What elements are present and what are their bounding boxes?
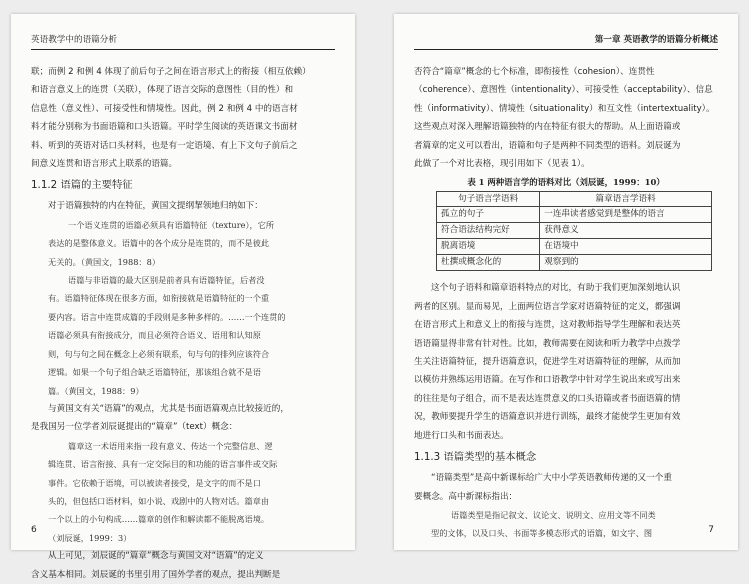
table-header-cell: 句子语言学语料 [437, 192, 540, 207]
left-page [11, 14, 355, 580]
body-line: 性（informativity）、情境性（situationality）和互文性（intertextuality）。 [414, 103, 715, 114]
table-cell: 一连串读者感觉到是整体的语言 [540, 207, 712, 223]
header-rule [414, 49, 718, 50]
body-line: “语篇类型”是高中新课标给广大中小学英语教师传递的又一个重 [431, 473, 672, 484]
table-row [437, 207, 712, 223]
section-heading: 1.1.2 语篇的主要特征 [31, 179, 133, 192]
table-row [437, 239, 712, 255]
comparison-table [436, 191, 712, 271]
body-line: 和语言意义上的连贯（关联），体现了语言交际的意图性（目的性）和 [31, 85, 294, 96]
table-header-row [437, 192, 712, 207]
quote-citation: （刘辰诞，1999：3） [48, 532, 132, 543]
body-line: 地进行口头和书面表达。 [414, 430, 509, 441]
body-line: 料才能分别称为书面语篇和口头语篇。平时学生阅读的英语课文书面材 [31, 122, 298, 133]
page-number: 6 [31, 525, 37, 535]
body-line: 从上可见，刘辰诞的“篇章”概念与黄国文对“语篇”的定义 [48, 551, 264, 562]
body-line: 者篇章的定义可以看出，语篇和句子是两种不同类型的语料。刘辰诞为 [414, 140, 681, 151]
quote-line: 篇章这一术语用来指一段有意义、传达一个完整信息、逻 [68, 440, 273, 451]
body-line: 的往往是句子组合，而不是表达连贯意义的口头语篇或者书面语篇的情 [414, 393, 681, 404]
running-header: 第一章 英语教学的语篇分析概述 [594, 35, 718, 45]
body-line: 与黄国文有关“语篇”的观点，尤其是书面语篇观点比较接近的， [48, 403, 289, 414]
quote-line: 事件。它依赖于语境，可以被读者接受，是文字的而不是口 [48, 477, 261, 488]
quote-line: 型的文体，以及口头、书面等多模态形式的语篇，如文字、图 [431, 528, 653, 539]
body-line: 两者的区别。显而易见，上面两位语言学家对语篇特征的定义，都强调 [414, 301, 681, 312]
table-cell: 孤立的句子 [437, 207, 540, 223]
quote-line: 语篇与非语篇的最大区别是前者具有语篇特征，后者没 [68, 275, 265, 286]
body-line: 要概念。高中新课标指出： [414, 491, 518, 502]
table-caption: 表 1 两种语言学的语料对比（刘辰诞，1999：10） [467, 177, 665, 188]
quote-line: 语篇必须具有衔接成分，而且必须符合语义、语用和认知原 [48, 330, 261, 341]
table-row [437, 255, 712, 271]
quote-line: 辑连贯、语言衔接、具有一定交际目的和功能的语言事件或交际 [48, 459, 278, 470]
body-line: 此做了一个对比表格，现引用如下（见表 1）。 [414, 159, 590, 170]
table-cell: 符合语法结构完好 [437, 223, 540, 239]
body-line: 含义基本相同。刘辰诞的书里引用了国外学者的观点，提出判断是 [31, 569, 281, 580]
body-line: 况，教师要提升学生的语篇意识并进行训练，最终才能使学生更加有效 [414, 412, 681, 423]
body-line: 这个句子语料和篇章语料特点的对比，有助于我们更加深刻地认识 [431, 283, 681, 294]
quote-line: 语篇类型是指记叙文、议论文、说明文、应用文等不同类 [451, 509, 656, 520]
header-rule [31, 49, 335, 50]
section-heading: 1.1.3 语篇类型的基本概念 [414, 451, 537, 464]
running-header: 英语教学中的语篇分析 [31, 35, 117, 45]
table-row [437, 223, 712, 239]
body-line: 生关注语篇特征，提升语篇意识，促进学生对语篇特征的理解，从而加 [414, 357, 681, 368]
body-line: 信息性（意义性）、可接受性和情境性。因此，例 2 和例 4 中的语言材 [31, 103, 298, 114]
table-header-cell: 篇章语言学语料 [540, 192, 712, 207]
quote-line: 则，句与句之间在概念上必须有联系，句与句的排列应该符合 [48, 348, 270, 359]
body-line: 语语篇显得非常有针对性。比如，教师需要在阅读和听力教学中点拨学 [414, 338, 681, 349]
body-line: 否符合“篇章”概念的七个标准，即衔接性（cohesion）、连贯性 [414, 67, 655, 77]
quote-line: 一个语义连贯的语篇必须具有语篇特征（texture），它所 [68, 219, 275, 230]
body-line: 对于语篇独特的内在特征，黄国文提纲挈领地归纳如下： [48, 201, 263, 212]
table-cell: 杜撰或概念化的 [437, 255, 540, 271]
quote-line: 篇。（黄国文，1988：9） [48, 385, 144, 396]
quote-line: 头的，但包括口语材料，如小说、戏剧中的人物对话。篇章由 [48, 495, 270, 506]
quote-line: 要内容。语言中连贯成篇的手段则是多种多样的。……一个连贯的 [48, 311, 286, 322]
left-body [31, 63, 335, 584]
page-number: 7 [708, 525, 714, 535]
table-cell: 获得意义 [540, 223, 712, 239]
body-line: （coherence）、意图性（intentionality）、可接受性（acceptability）、信息 [414, 85, 713, 96]
right-body [414, 63, 718, 543]
table-cell: 在语境中 [540, 239, 712, 255]
body-line: 料、听到的英语对话口头材料，也是有一定语境、有上下文句子前后之 [31, 140, 298, 151]
quote-line: 一个以上的小句构成……篇章的创作和解读都不能脱离语境。 [48, 514, 270, 525]
quote-line: 有。语篇特征体现在很多方面，如衔接就是语篇特征的一个重 [48, 293, 270, 304]
right-page [394, 14, 738, 550]
body-line: 联；而例 2 和例 4 体现了前后句子之间在语言形式上的衔接（相互依赖） [31, 67, 311, 77]
table-cell: 脱离语境 [437, 239, 540, 255]
quote-line: 逻辑。如果一个句子组合缺乏语篇特征，那该组合就不是语 [48, 367, 261, 378]
body-line: 以模仿并熟练运用语篇。在写作和口语教学中针对学生说出来或写出来 [414, 375, 681, 386]
quote-line: 无关的。（黄国文，1988：8） [48, 256, 161, 267]
body-line: 间意义连贯和语言形式上联系的语篇。 [31, 159, 178, 170]
table-cell: 观察到的 [540, 255, 712, 271]
quote-line: 表达的是整体意义。语篇中的各个成分是连贯的，而不是彼此 [48, 238, 270, 249]
body-line: 这些观点对深入理解语篇独特的内在特征有很大的帮助。从上面语篇或 [414, 122, 681, 133]
body-line: 是我国另一位学者刘辰诞提出的“篇章”（text）概念： [31, 422, 238, 433]
body-line: 在语言形式上和意义上的衔接与连贯，这对教师指导学生理解和表达英 [414, 320, 681, 331]
